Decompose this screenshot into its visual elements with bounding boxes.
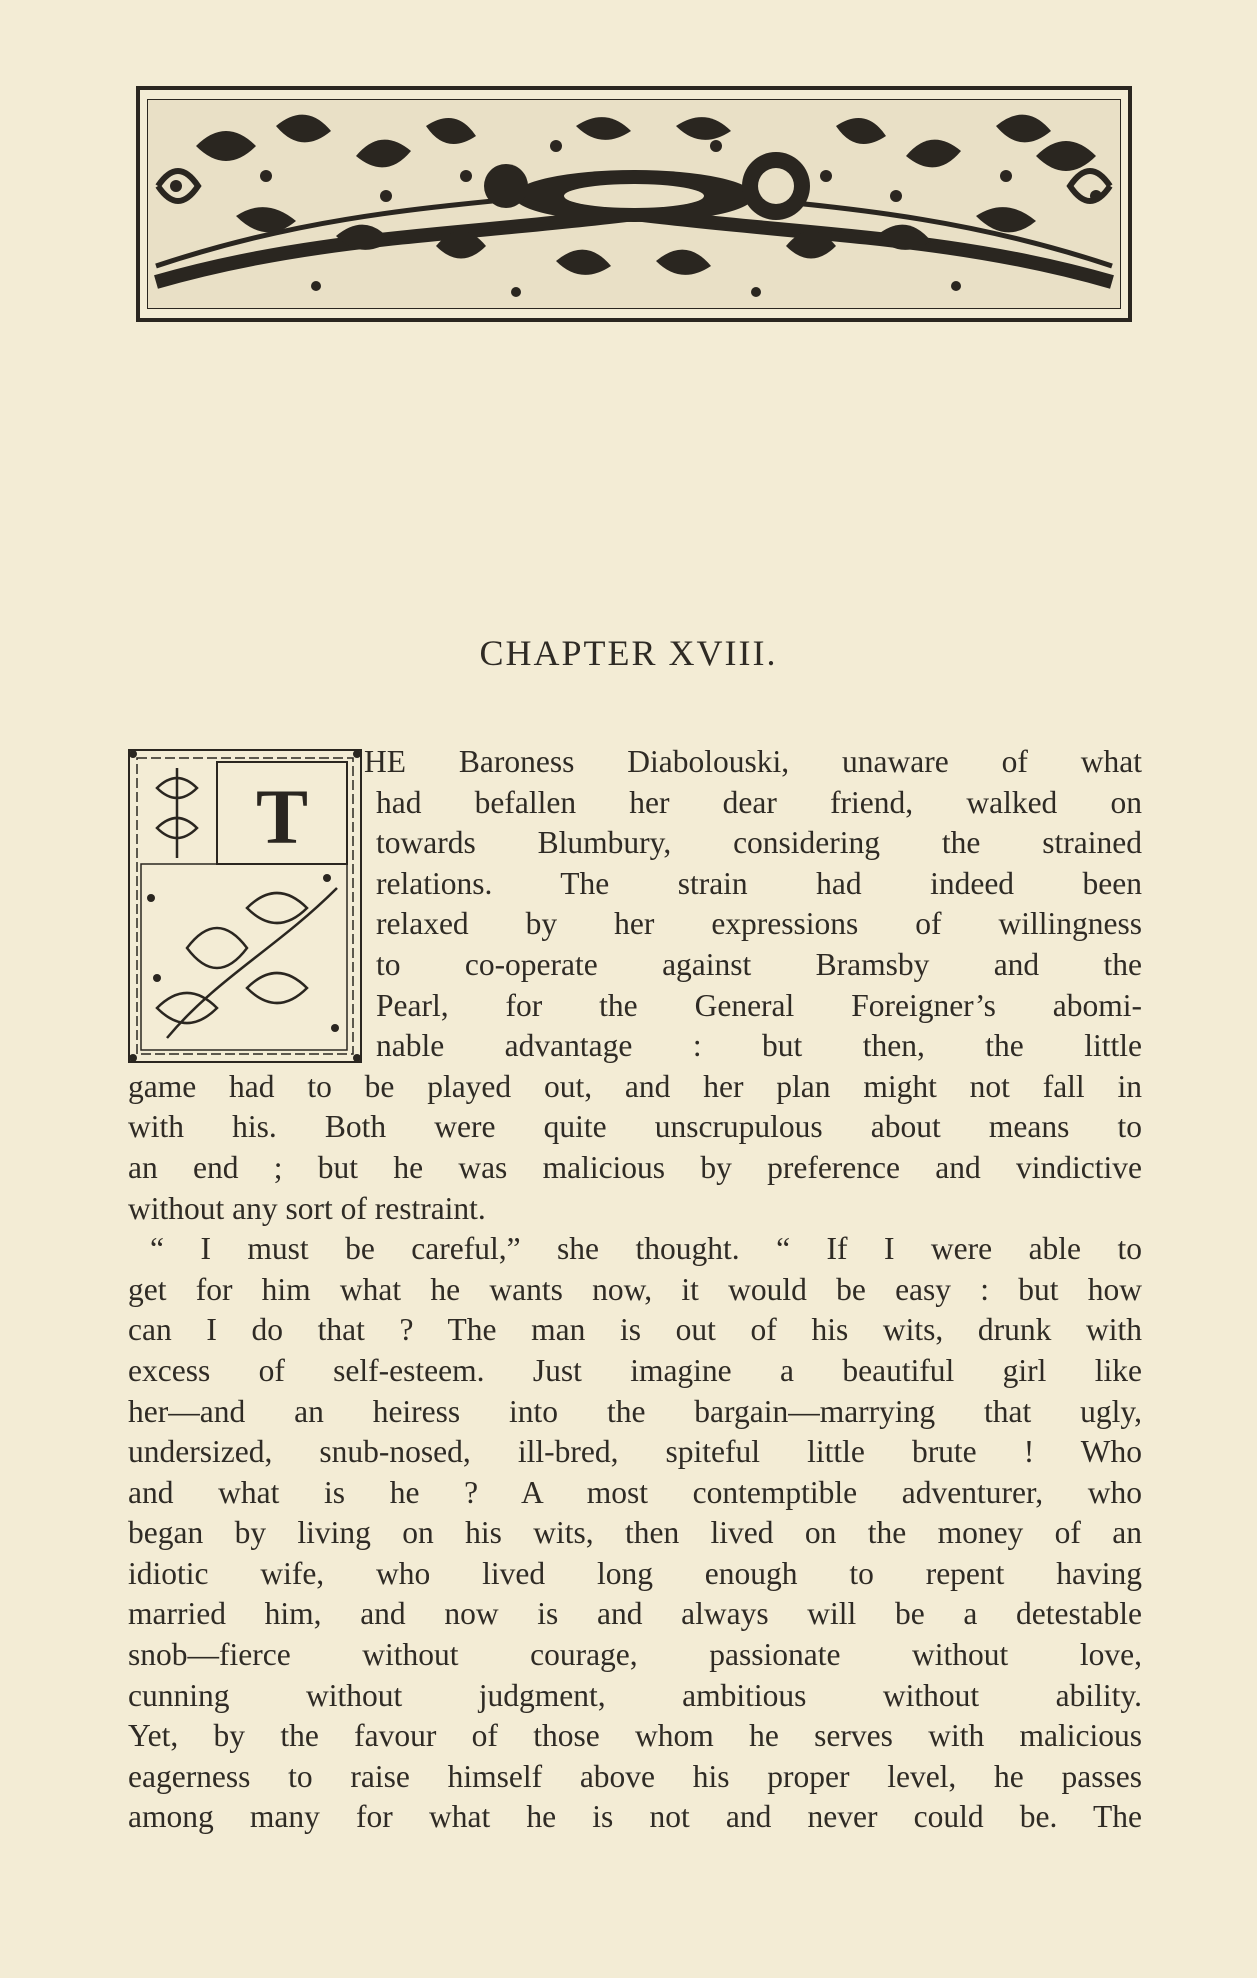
text-line: among many for what he is not and never could be. The — [128, 1799, 1142, 1835]
text-line: Yet, by the favour of those whom he serves with malicious — [128, 1718, 1142, 1754]
ornamental-headpiece — [136, 86, 1132, 322]
text-line: Pearl, for the General Foreigner’s abomi- — [376, 987, 1142, 1023]
text-line: game had to be played out, and her plan might not fall in — [128, 1068, 1142, 1104]
text-line: undersized, snub-nosed, ill-bred, spiteful little brute ! Who — [128, 1434, 1142, 1470]
text-line: began by living on his wits, then lived on the money of an — [128, 1515, 1142, 1551]
text-line: without any sort of restraint. — [128, 1190, 486, 1226]
text-line: idiotic wife, who lived long enough to repent having — [128, 1555, 1142, 1591]
text-line: can I do that ? The man is out of his wits, drunk with — [128, 1312, 1142, 1348]
text-line: excess of self-esteem. Just imagine a beautiful girl like — [128, 1352, 1142, 1388]
text-line: relaxed by her expressions of willingness — [376, 906, 1142, 942]
text-line: cunning without judgment, ambitious without ability. — [128, 1677, 1142, 1713]
text-line: nable advantage : but then, the little — [376, 1028, 1142, 1064]
text-line: get for him what he wants now, it would be easy : but how — [128, 1271, 1142, 1307]
chapter-title: CHAPTER XVIII. — [479, 633, 778, 673]
text-line: snob—fierce without courage, passionate without love, — [128, 1637, 1142, 1673]
text-line: had befallen her dear friend, walked on — [376, 784, 1142, 820]
text-line: HE Baroness Diabolouski, unaware of what — [364, 744, 1142, 779]
text-line: married him, and now is and always will be a detestable — [128, 1596, 1142, 1632]
text-line: her—and an heiress into the bargain—marrying that ugly, — [128, 1393, 1142, 1429]
chapter-body — [128, 742, 1142, 1838]
drop-cap-letter: T — [255, 773, 309, 860]
text-line: eagerness to raise himself above his proper level, he passes — [128, 1758, 1142, 1794]
text-line: and what is he ? A most contemptible adventurer, who — [128, 1474, 1142, 1510]
text-line: to co-operate against Bramsby and the — [376, 946, 1142, 982]
text-line: an end ; but he was malicious by preference and vindictive — [128, 1149, 1142, 1185]
text-line: “ I must be careful,” she thought. “ If I were able to — [150, 1231, 1142, 1267]
text-line: towards Blumbury, considering the strained — [376, 825, 1142, 861]
text-line: relations. The strain had indeed been — [376, 865, 1142, 901]
text-line: with his. Both were quite unscrupulous about means to — [128, 1109, 1142, 1145]
